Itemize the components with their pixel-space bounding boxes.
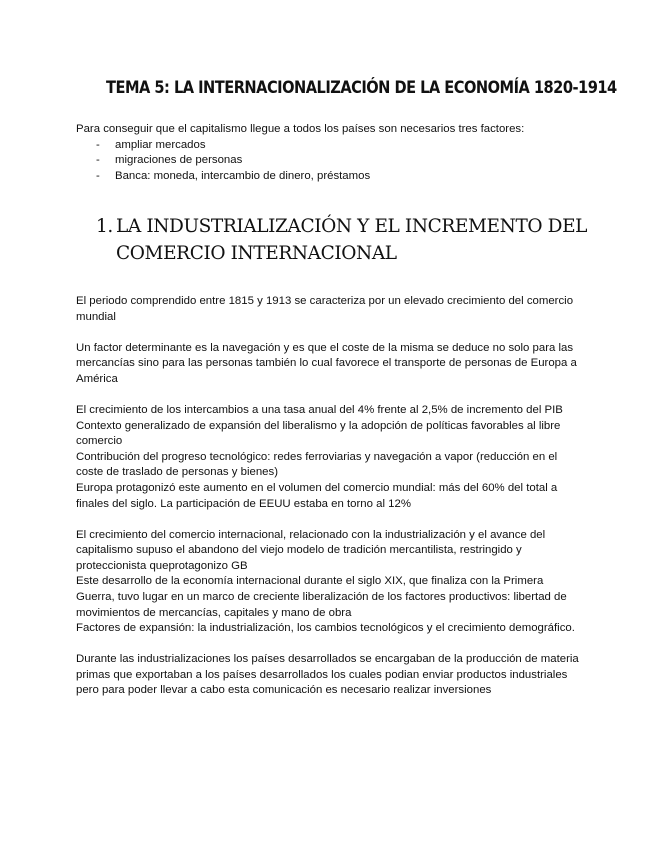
list-item-text: Banca: moneda, intercambio de dinero, préstamos xyxy=(115,169,371,182)
section-number: 1. xyxy=(96,216,113,237)
text-line: Durante las industrializaciones los países desarrollados se encargaban de la producción de materia primas que exportaban a los países desarrollados los cuales podian enviar productos industriales pero para poder llevar a cabo esta comunicación es necesario realizar inversiones xyxy=(76,653,579,697)
factor-list xyxy=(76,138,586,185)
text-line: Factores de expansión: la industrialización, los cambios tecnológicos y el crecimiento demográfico. xyxy=(76,622,575,635)
text-line: Contexto generalizado de expansión del liberalismo y la adopción de políticas favorables al libre comercio xyxy=(76,419,561,448)
text-line: Un factor determinante es la navegación y es que el coste de la misma se deduce no solo para las mercancías sino para las personas también lo cual favorece el transporte de personas de Europa a América xyxy=(76,341,577,385)
text-line: El crecimiento de los intercambios a una tasa anual del 4% frente al 2,5% de incremento del PIB xyxy=(76,403,563,416)
paragraph xyxy=(76,652,581,699)
list-dash: - xyxy=(96,154,100,167)
text-line: El crecimiento del comercio internacional, relacionado con la industrialización y el avance del capitalismo supuso el abandono del viejo modelo de tradición mercantilista, restringido y proteccionista queprotagonizo GB xyxy=(76,528,546,572)
intro-section xyxy=(76,122,586,184)
section-content xyxy=(76,294,581,715)
document-title: TEMA 5: LA INTERNACIONALIZACIÓN DE LA ECONOMÍA 1820-1914 xyxy=(106,78,617,98)
paragraph xyxy=(76,528,581,637)
paragraph xyxy=(76,341,581,388)
paragraph xyxy=(76,403,581,512)
section-heading-text: LA INDUSTRIALIZACIÓN Y EL INCREMENTO DEL COMERCIO INTERNACIONAL xyxy=(116,216,588,264)
intro-text: Para conseguir que el capitalismo llegue a todos los países son necesarios tres factores: xyxy=(76,123,525,135)
paragraph xyxy=(76,294,581,325)
list-dash: - xyxy=(96,138,100,151)
section-heading xyxy=(96,213,596,267)
text-line: Este desarrollo de la economía internacional durante el siglo XIX, que finaliza con la Primera Guerra, tuvo lugar en un marco de creciente liberalización de los factores productivos: libertad de movimientos de mercancías, capitales y mano de obra xyxy=(76,575,567,619)
list-item xyxy=(76,153,586,169)
text-line: Europa protagonizó este aumento en el volumen del comercio mundial: más del 60% del total a finales del siglo. La participación de EEUU estaba en torno al 12% xyxy=(76,481,558,510)
list-item xyxy=(76,138,586,154)
text-line: El periodo comprendido entre 1815 y 1913 se caracteriza por un elevado crecimiento del comercio mundial xyxy=(76,295,574,323)
list-item xyxy=(76,169,586,185)
text-line: Contribución del progreso tecnológico: redes ferroviarias y navegación a vapor (reducción en el coste de traslado de personas y bienes) xyxy=(76,450,558,479)
list-item-text: ampliar mercados xyxy=(115,138,206,151)
list-item-text: migraciones de personas xyxy=(115,154,243,167)
list-dash: - xyxy=(96,169,100,182)
